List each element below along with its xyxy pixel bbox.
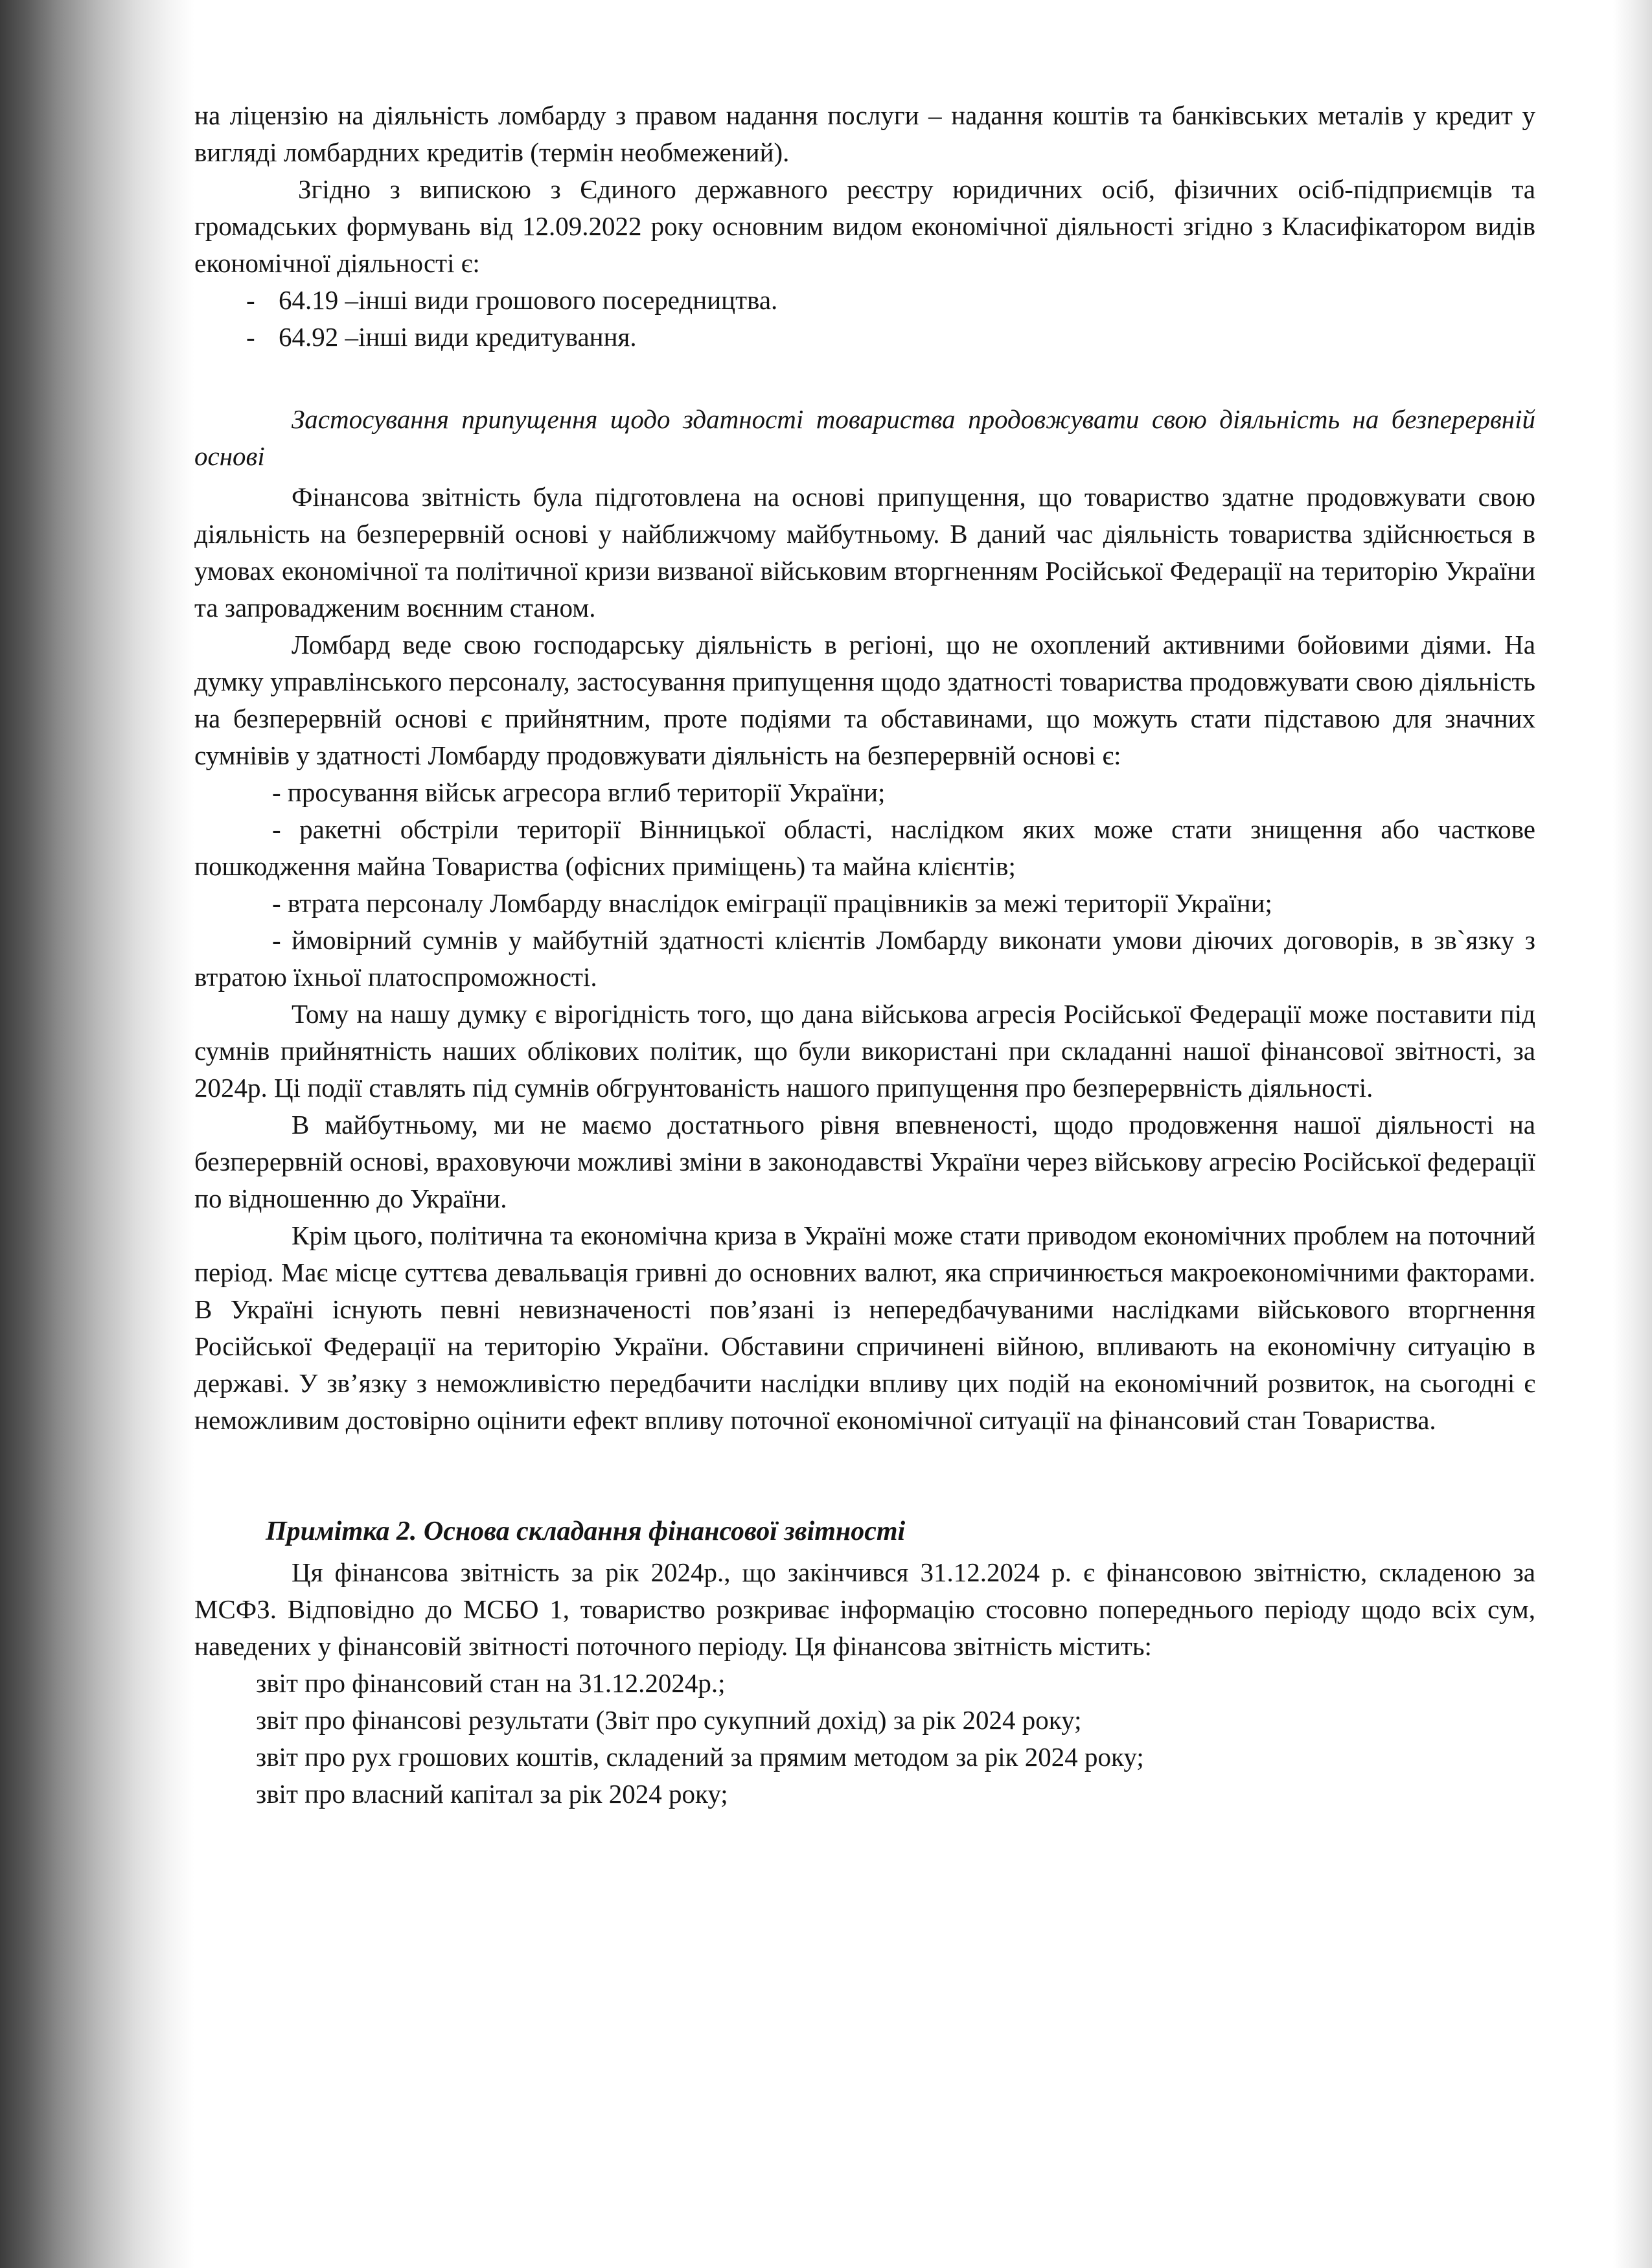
activity-dash: - — [246, 322, 255, 352]
going-concern-paragraph-5: Крім цього, політична та економічна криза в Україні може стати приводом економічних проблем на поточний період. Має місце суттєва девальвація гривні до основних валют, яка спричинюється макроекономічними факторами. В Україні існують певні невизначеності пов’язані із непередбачуваними наслідками військового вторгнення Російської Федерації на територію України. Обставини спричинені війною, впливають на економічну ситуацію в державі. У зв’язку з неможливістю передбачити наслідки впливу цих подій на економічний розвиток, на сьогодні є неможливим достовірно оцінити ефект впливу поточної економічної ситуації на фінансовий стан Товариства. — [194, 1220, 1535, 1435]
activity-text: 64.19 –інші види грошового посередництва. — [279, 285, 778, 315]
going-concern-paragraph-3: Тому на нашу думку є вірогідність того, що дана військова агресія Російської Федерації може поставити під сумнів прийнятність наших облікових політик, що були використані при складанні нашої фінансової звітності, за 2024р. Ці події ставлять під сумнів обгрунтованість нашого припущення про безперервність діяльності. — [194, 999, 1535, 1103]
note-2-title: Примітка 2. Основа складання фінансової звітності — [266, 1517, 906, 1546]
risk-item: - втрата персоналу Ломбарду внаслідок еміграції працівників за межі території України; — [272, 888, 1272, 918]
going-concern-title: Застосування припущення щодо здатності товариства продовжувати свою діяльність на безперервній основі — [194, 404, 1535, 471]
activity-text: 64.92 –інші види кредитування. — [279, 322, 637, 352]
activity-item — [194, 282, 1535, 319]
going-concern-paragraph-2: Ломбард веде свою господарську діяльність в регіоні, що не охоплений активними бойовими діями. На думку управлінського персоналу, застосування припущення щодо здатності товариства продовжувати свою діяльність на безперервній основі є прийнятним, проте подіями та обставинами, що можуть стати підставою для значних сумнівів у здатності Ломбарду продовжувати діяльність на безперервній основі є: — [194, 630, 1535, 770]
document-page — [194, 97, 1535, 1813]
scan-shadow-right — [1613, 0, 1652, 2268]
intro-paragraph-1: на ліцензію на діяльність ломбарду з правом надання послуги – надання коштів та банківських металів у кредит у вигляді ломбардних кредитів (термін необмежений). — [194, 100, 1535, 167]
going-concern-paragraph-1: Фінансова звітність була підготовлена на основі припущення, що товариство здатне продовжувати свою діяльність на безперервній основі у найближчому майбутньому. В даний час діяльність товариства здійснюється в умовах економічної та політичної кризи визваної військовим вторгненням Російської Федерації на територію України та запровадженим воєнним станом. — [194, 482, 1535, 623]
report-list-item: звіт про фінансові результати (Звіт про сукупний дохід) за рік 2024 року; — [256, 1705, 1082, 1735]
note-2-paragraph-1: Ця фінансова звітність за рік 2024р., що закінчився 31.12.2024 р. є фінансовою звітністю, складеною за МСФЗ. Відповідно до МСБО 1, товариство розкриває інформацію стосовно попереднього періоду щодо всіх сум, наведених у фінансовій звітності поточного періоду. Ця фінансова звітність містить: — [194, 1557, 1535, 1661]
risk-item: - ракетні обстріли території Вінницької області, наслідком яких може стати знищення або часткове пошкодження майна Товариства (офісних приміщень) та майна клієнтів; — [194, 814, 1535, 881]
risk-item: - ймовірний сумнів у майбутній здатності клієнтів Ломбарду виконати умови діючих договорів, в зв`язку з втратою їхньої платоспроможності. — [194, 925, 1535, 992]
going-concern-paragraph-4: В майбутньому, ми не маємо достатнього рівня впевненості, щодо продовження нашої діяльності на безперервній основі, враховуючи можливі зміни в законодавстві України через військову агресію Російської федерації по відношенню до України. — [194, 1110, 1535, 1213]
activity-dash: - — [246, 285, 255, 315]
scan-shadow-left — [0, 0, 194, 2268]
intro-paragraph-2: Згідно з випискою з Єдиного державного реєстру юридичних осіб, фізичних осіб-підприємців та громадських формувань від 12.09.2022 року основним видом економічної діяльності згідно з Класифікатором видів економічної діяльності є: — [194, 174, 1535, 278]
report-list-item: звіт про рух грошових коштів, складений за прямим методом за рік 2024 року; — [256, 1742, 1144, 1772]
report-list-item: звіт про власний капітал за рік 2024 року; — [256, 1779, 728, 1809]
risk-item: - просування військ агресора вглиб території України; — [272, 777, 886, 807]
activity-item — [194, 319, 1535, 356]
report-list-item: звіт про фінансовий стан на 31.12.2024р.; — [256, 1668, 726, 1698]
